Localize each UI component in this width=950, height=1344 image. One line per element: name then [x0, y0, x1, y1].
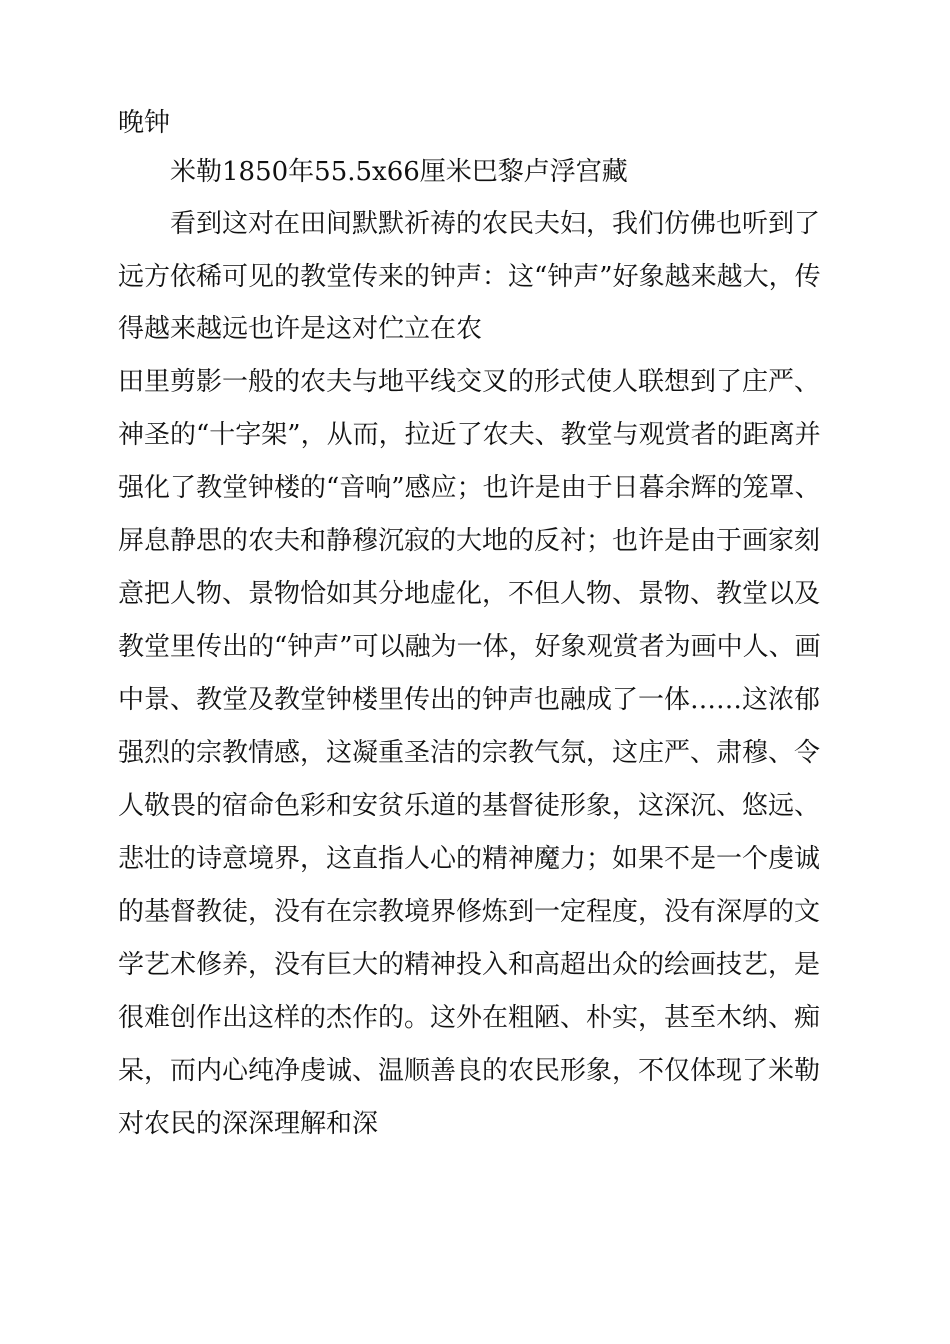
paragraph-line: 意把人物、景物恰如其分地虚化，不但人物、景物、教堂以及 [118, 579, 821, 609]
paragraph-line: 中景、教堂及教堂钟楼里传出的钟声也融成了一体……这浓郁 [118, 685, 821, 715]
paragraph-line: 很难创作出这样的杰作的。这外在粗陋、朴实，甚至木纳、痴 [118, 1003, 821, 1033]
paragraph-line: 人敬畏的宿命色彩和安贫乐道的基督徒形象，这深沉、悠远、 [118, 791, 821, 821]
paragraph-line: 对农民的深深理解和深 [118, 1109, 379, 1139]
paragraph-line: 屏息静思的农夫和静穆沉寂的大地的反衬；也许是由于画家刻 [118, 526, 821, 556]
paragraph-line: 强烈的宗教情感，这凝重圣洁的宗教气氛，这庄严、肃穆、令 [118, 738, 821, 768]
document-subtitle: 米勒1850年55.5x66厘米巴黎卢浮宫藏 [170, 157, 628, 187]
paragraph-line: 强化了教堂钟楼的“音响”感应；也许是由于日暮余辉的笼罩、 [118, 473, 821, 503]
paragraph-line: 远方依稀可见的教堂传来的钟声：这“钟声”好象越来越大，传 [118, 262, 821, 292]
document-title: 晚钟 [118, 108, 171, 138]
paragraph-line: 悲壮的诗意境界，这直指人心的精神魔力；如果不是一个虔诚 [118, 844, 821, 874]
paragraph-line: 呆，而内心纯净虔诚、温顺善良的农民形象，不仅体现了米勒 [118, 1056, 821, 1086]
paragraph-line: 神圣的“十字架”，从而，拉近了农夫、教堂与观赏者的距离并 [118, 420, 821, 450]
paragraph-line: 田里剪影一般的农夫与地平线交叉的形式使人联想到了庄严、 [118, 367, 821, 397]
paragraph-line: 的基督教徒，没有在宗教境界修炼到一定程度，没有深厚的文 [118, 897, 821, 927]
paragraph-line: 得越来越远也许是这对伫立在农 [118, 314, 483, 344]
paragraph-line: 教堂里传出的“钟声”可以融为一体，好象观赏者为画中人、画 [118, 632, 821, 662]
paragraph-line: 学艺术修养，没有巨大的精神投入和高超出众的绘画技艺，是 [118, 950, 821, 980]
paragraph-line: 看到这对在田间默默祈祷的农民夫妇，我们仿佛也听到了 [170, 209, 821, 239]
